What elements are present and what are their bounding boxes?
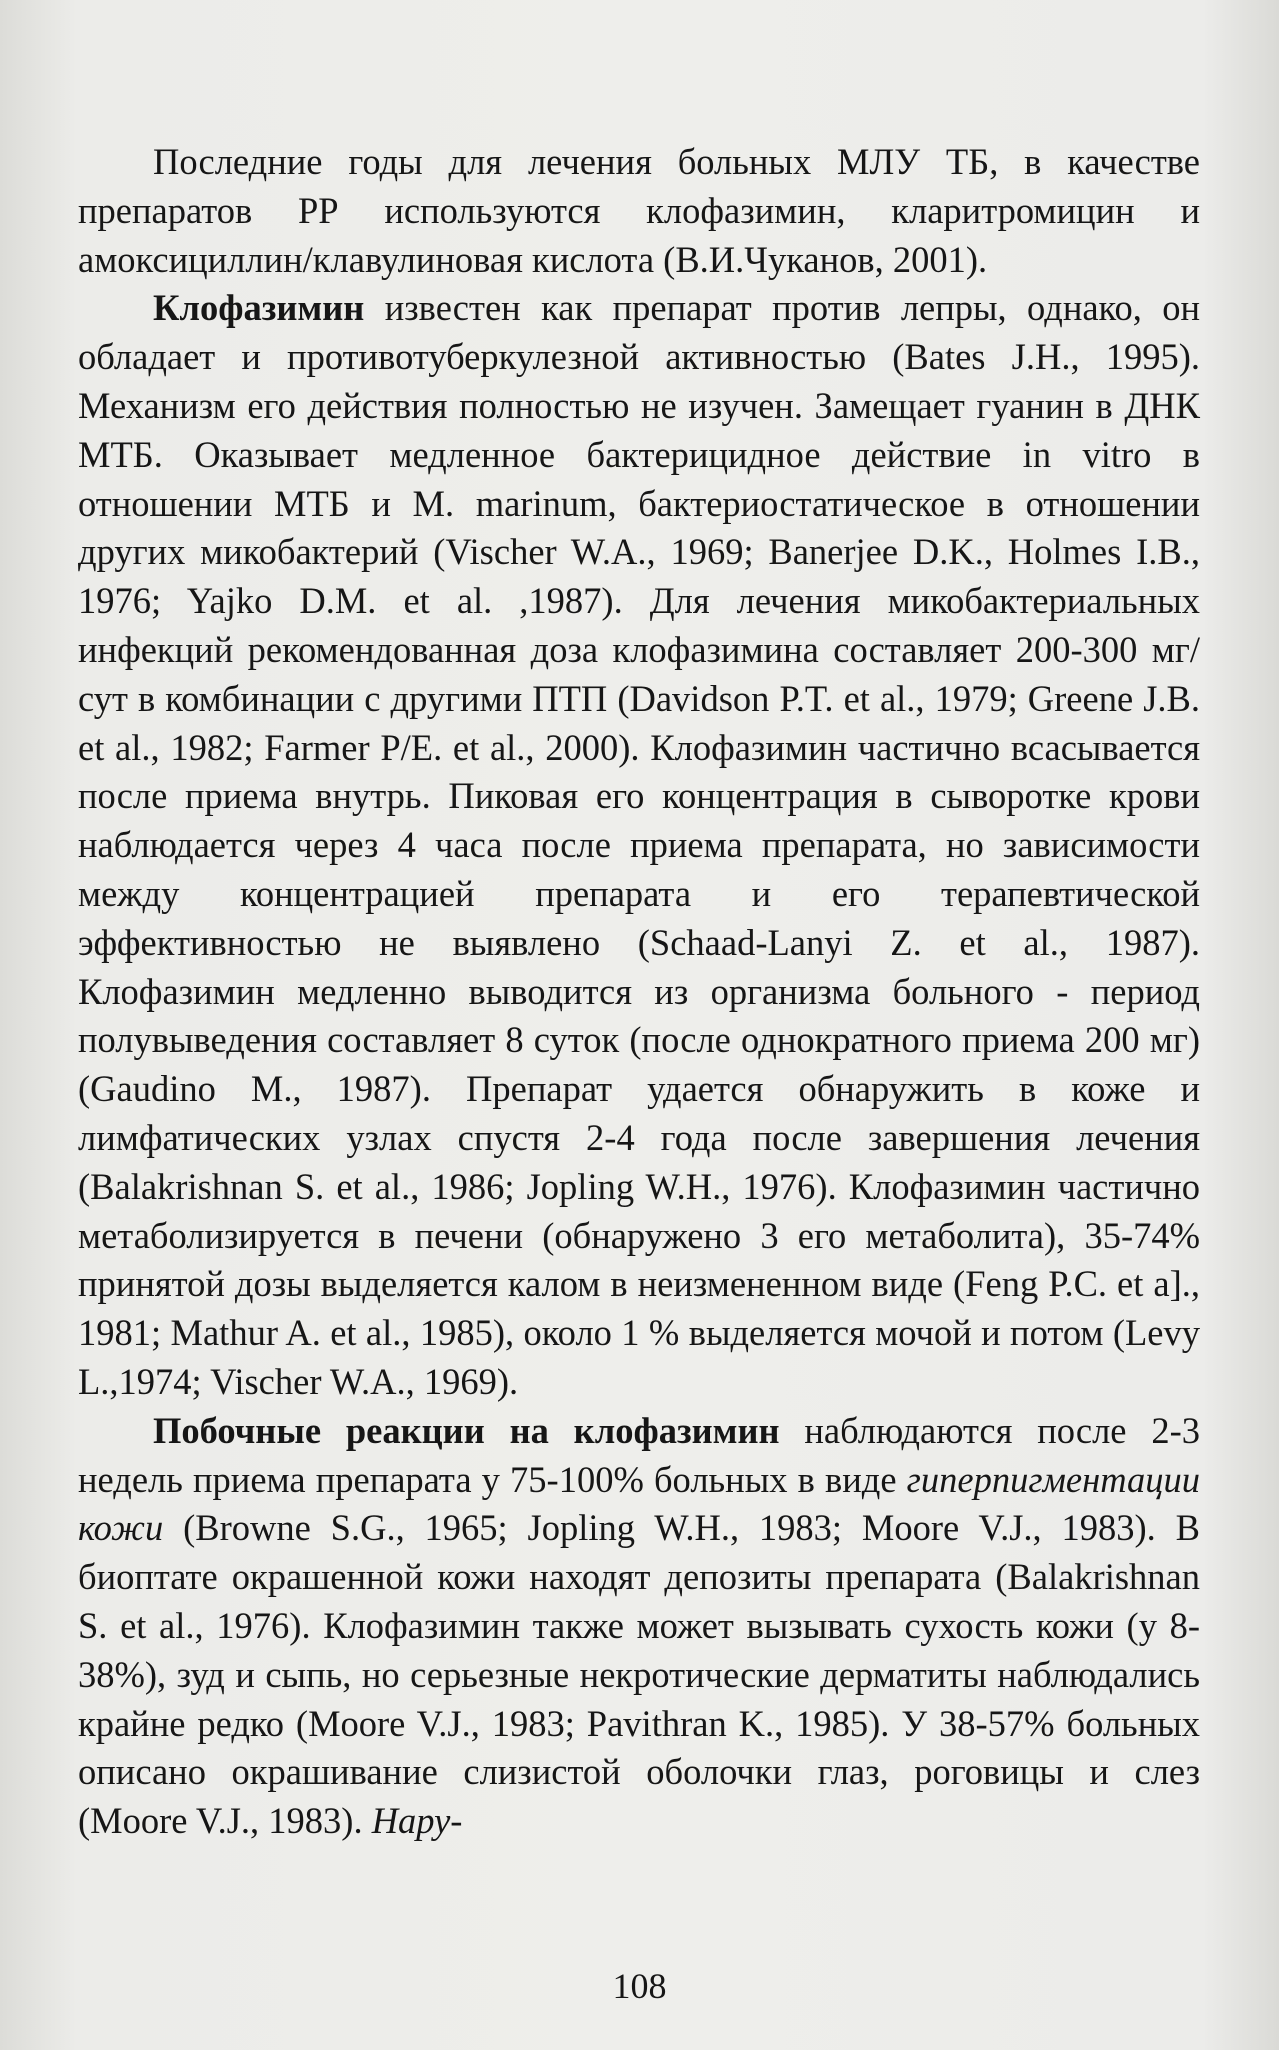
paragraph-side-effects-text-1: наблюдаются после 2-3 недель приема препарата у 75-100% больных в виде — [78, 1409, 1200, 1500]
paragraph-clofazimine — [78, 284, 1200, 1406]
paragraph-intro — [78, 138, 1200, 284]
page-number: 108 — [612, 1966, 667, 2006]
paragraph-clofazimine-text: известен как препарат против лепры, однако, он обладает и противотуберкулезной активностью (Bates J.H., 1995). Механизм его действия полностью не изучен. Замещает гуанин в ДНК МТБ. Оказывает медленное бактерицидное действие in vitro в отношении МТБ и M. marinum, бактериостатическое в отношении других микобактерий (Vischer W.A., 1969; Banerjee D.K., Holmes I.B., 1976; Yajko D.M. et al. ,1987). Для лечения микобактериальных инфекций рекомендованная доза клофазимина составляет 200-300 мг/сут в комбинации с другими ПТП (Davidson P.T. et al., 1979; Greene J.B. et al., 1982; Farmer P/E. et al., 2000). Клофазимин частично всасывается после приема внутрь. Пиковая его концентрация в сыворотке крови наблюдается через 4 часа после приема препарата, но зависимости между концентрацией препарата и его терапевтической эффективностью не выявлено (Schaad-Lanyi Z. et al., 1987). Клофазимин медленно выводится из организма больного - период полувыведения составляет 8 суток (после однократного приема 200 мг) (Gaudino M., 1987). Препарат удается обнаружить в коже и лимфатических узлах спустя 2-4 года после завершения лечения (Balakrishnan S. et al., 1986; Jopling W.H., 1976). Клофазимин частично метаболизируется в печени (обнаружено 3 его метаболита), 35-74% принятой дозы выделяется калом в неизмененном виде (Feng P.C. et a]., 1981; Mathur A. et al., 1985), около 1 % выделяется мочой и потом (Levy L.,1974; Vischer W.A., 1969). — [78, 287, 1200, 1402]
paragraph-side-effects-text-2: (Browne S.G., 1965; Jopling W.H., 1983; Moore V.J., 1983). В биоптате окрашенной кожи находят депозиты препарата (Balakrishnan S. et al., 1976). Клофазимин также может вызывать сухость кожи (у 8-38%), зуд и сыпь, но серьезные некротические дерматиты наблюдались крайне редко (Moore V.J., 1983; Pavithran K., 1985). У 38-57% больных описано окрашивание слизистой оболочки глаз, роговицы и слез (Moore V.J., 1983). — [78, 1507, 1200, 1842]
paragraph-intro-text: Последние годы для лечения больных МЛУ ТБ, в качестве препаратов РР используются клофазимин, кларитромицин и амоксициллин/клавулиновая кислота (В.И.Чуканов, 2001). — [78, 141, 1200, 280]
paragraph-side-effects — [78, 1407, 1200, 1846]
paragraph-side-effects-italic-term: гиперпигментации кожи — [78, 1458, 1200, 1549]
paragraph-side-effects-lead: Побочные реакции на клофазимин — [153, 1409, 780, 1451]
paragraph-clofazimine-lead: Клофазимин — [153, 287, 365, 329]
body-text — [78, 138, 1200, 1846]
paragraph-side-effects-trailing-word: Нару- — [371, 1800, 463, 1842]
